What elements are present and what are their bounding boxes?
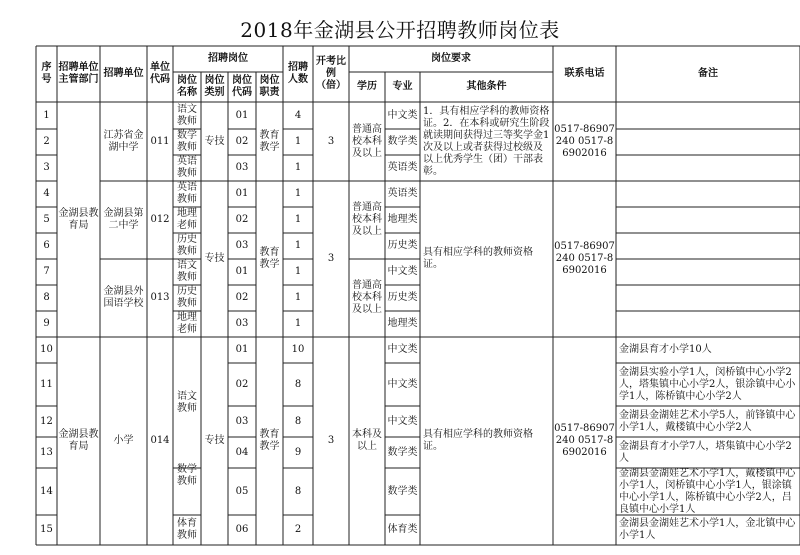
post-type-cell: 专技 <box>204 435 225 446</box>
header-ratio: 开考比例（倍） <box>316 56 346 91</box>
row-seq: 3 <box>43 162 50 173</box>
unit-code-cell: 012 <box>150 214 170 225</box>
header-seq: 序号 <box>41 62 52 85</box>
post-type-cell: 专技 <box>204 253 225 264</box>
row-major: 英语类 <box>387 188 418 199</box>
row-count: 8 <box>294 485 302 497</box>
row-count: 1 <box>294 318 302 329</box>
unit-cell: 江苏省金湖中学 <box>103 129 144 153</box>
post-name-cell: 语文教师 <box>177 390 197 414</box>
row-post-code: 02 <box>235 292 249 303</box>
row-major: 历史类 <box>387 292 418 303</box>
unit-cell: 金湖县外国语学校 <box>103 286 144 309</box>
row-count: 8 <box>294 378 302 390</box>
dept-cell: 金湖县教育局 <box>58 207 99 231</box>
row-major: 数学类 <box>387 485 418 497</box>
row-count: 1 <box>294 240 302 251</box>
row-major: 中文类 <box>387 344 418 355</box>
row-count: 1 <box>294 188 302 199</box>
header-unit: 招聘单位 <box>103 68 144 79</box>
row-post-name: 体育教师 <box>177 518 197 541</box>
row-seq: 12 <box>40 415 53 427</box>
unit-code-cell: 014 <box>150 435 170 446</box>
header-count: 招聘人数 <box>288 62 308 85</box>
post-duty-cell: 教育教学 <box>259 129 280 153</box>
row-post-code: 05 <box>235 485 249 497</box>
row-major: 中文类 <box>387 109 418 121</box>
row-post-code: 01 <box>235 109 249 121</box>
header-post-name: 岗位名称 <box>177 75 197 98</box>
unit-code-cell: 011 <box>150 135 170 147</box>
ratio-cell: 3 <box>327 253 335 264</box>
education-cell: 本科及以上 <box>352 429 382 452</box>
row-post-code: 02 <box>235 378 249 390</box>
row-seq: 13 <box>40 446 53 458</box>
row-count: 1 <box>294 292 302 303</box>
other-conditions-cell: 具有相应学科的教师资格证。 <box>423 247 533 270</box>
header-education: 学历 <box>357 81 377 92</box>
row-count: 10 <box>291 344 305 355</box>
row-seq: 4 <box>43 188 50 199</box>
row-count: 1 <box>294 136 302 147</box>
row-post-name: 数学教师 <box>177 130 197 153</box>
dept-cell: 金湖县教育局 <box>58 429 99 452</box>
row-post-code: 03 <box>235 318 249 329</box>
education-cell: 普通高校本科及以上 <box>352 202 382 237</box>
row-major: 中文类 <box>387 378 418 390</box>
row-post-name: 英语教师 <box>177 182 197 205</box>
ratio-cell: 3 <box>327 135 335 147</box>
education-cell: 普通高校本科及以上 <box>352 123 382 159</box>
post-name-cell: 数学教师 <box>177 464 197 487</box>
row-seq: 1 <box>43 109 50 121</box>
row-note: 金湖县金湖娃艺术小学1人，戴楼镇中心小学1人，闵桥镇中心小学1人，银涂镇中心小学1人，陈桥镇中心小学2人，吕良镇中心小学1人 <box>619 468 796 515</box>
row-seq: 15 <box>40 524 53 535</box>
phone-cell: 0517-86907240 0517-86902016 <box>554 123 615 159</box>
header-unit-code: 单位代码 <box>150 62 170 85</box>
row-note: 金湖县实验小学1人，闵桥镇中心小学2人，塔集镇中心小学2人，银涂镇中心小学1人，陈桥镇中心小学2人 <box>619 366 796 402</box>
row-post-code: 01 <box>235 344 249 355</box>
row-post-code: 03 <box>235 415 249 427</box>
row-seq: 6 <box>43 240 50 251</box>
row-seq: 2 <box>43 136 50 147</box>
row-count: 1 <box>294 214 302 225</box>
row-post-name: 英语教师 <box>177 156 197 179</box>
row-seq: 5 <box>43 214 50 225</box>
row-post-code: 01 <box>235 266 249 277</box>
row-seq: 7 <box>43 266 50 277</box>
row-post-name: 语文教师 <box>177 103 197 127</box>
row-note: 金湖县金湖娃艺术小学1人，金北镇中心小学1人 <box>619 518 796 541</box>
row-seq: 14 <box>40 485 53 497</box>
row-count: 1 <box>294 266 302 277</box>
post-duty-cell: 教育教学 <box>259 247 280 270</box>
row-major: 中文类 <box>387 266 418 277</box>
page-title: 2018年金湖县公开招聘教师岗位表 <box>240 18 560 42</box>
row-count: 9 <box>294 446 302 458</box>
row-post-name: 语文教师 <box>177 260 197 283</box>
education-cell: 普通高校本科及以上 <box>352 280 382 315</box>
row-post-code: 06 <box>235 524 249 535</box>
row-post-code: 04 <box>235 446 249 458</box>
row-major: 地理类 <box>387 214 418 225</box>
header-other: 其他条件 <box>466 81 507 92</box>
row-major: 地理类 <box>387 318 418 329</box>
row-count: 8 <box>294 415 302 427</box>
other-conditions-cell: 具有相应学科的教师资格证。 <box>423 429 533 452</box>
row-major: 数学类 <box>387 136 418 147</box>
row-note: 金湖县育才小学10人 <box>619 344 712 355</box>
row-post-name: 地理老师 <box>177 208 197 231</box>
row-post-code: 01 <box>235 188 249 199</box>
row-major: 中文类 <box>387 415 418 427</box>
row-note: 金湖县育才小学7人，塔集镇中心小学2人 <box>619 440 792 464</box>
row-major: 英语类 <box>387 162 418 173</box>
header-post-duty: 岗位职责 <box>259 75 280 98</box>
row-post-code: 03 <box>235 162 249 173</box>
header-dept: 招聘单位主管部门 <box>58 62 99 85</box>
row-major: 数学类 <box>387 446 418 458</box>
row-seq: 11 <box>40 378 53 390</box>
header-notes: 备注 <box>698 68 718 79</box>
other-conditions-cell: 1．具有相应学科的教师资格证。2．在本科或研究生阶段就读期间获得过三等奖学金1次及以上或者获得过校级及以上优秀学生（团）干部表彰。 <box>423 105 550 177</box>
row-note: 金湖县金湖娃艺术小学5人，前锋镇中心小学1人，戴楼镇中心小学2人 <box>619 409 796 433</box>
row-major: 历史类 <box>387 240 418 251</box>
row-major: 体育类 <box>387 524 418 535</box>
row-post-name: 历史教师 <box>177 234 197 257</box>
post-type-cell: 专技 <box>204 135 225 147</box>
header-posts: 招聘岗位 <box>208 53 248 64</box>
row-count: 2 <box>294 524 302 535</box>
header-phone: 联系电话 <box>564 68 605 79</box>
header-major: 专业 <box>392 81 413 92</box>
row-count: 4 <box>294 109 302 121</box>
row-post-code: 02 <box>235 136 249 147</box>
row-post-code: 03 <box>235 240 249 251</box>
header-post-code: 岗位代码 <box>232 75 252 98</box>
unit-code-cell: 013 <box>150 292 170 303</box>
phone-cell: 0517-86907240 0517-86902016 <box>554 423 615 458</box>
row-seq: 10 <box>40 344 53 355</box>
row-post-code: 02 <box>235 214 249 225</box>
ratio-cell: 3 <box>327 435 335 446</box>
phone-cell: 0517-86907240 0517-86902016 <box>554 241 615 276</box>
header-requirements: 岗位要求 <box>431 53 471 64</box>
row-count: 1 <box>294 162 302 173</box>
unit-cell: 金湖县第二中学 <box>103 208 144 231</box>
row-post-name: 地理老师 <box>177 312 197 335</box>
header-post-type: 岗位类别 <box>204 75 225 98</box>
post-duty-cell: 教育教学 <box>259 429 280 452</box>
row-seq: 9 <box>43 318 50 329</box>
unit-cell: 小学 <box>113 435 134 446</box>
row-seq: 8 <box>43 292 50 303</box>
row-post-name: 历史教师 <box>177 286 197 309</box>
